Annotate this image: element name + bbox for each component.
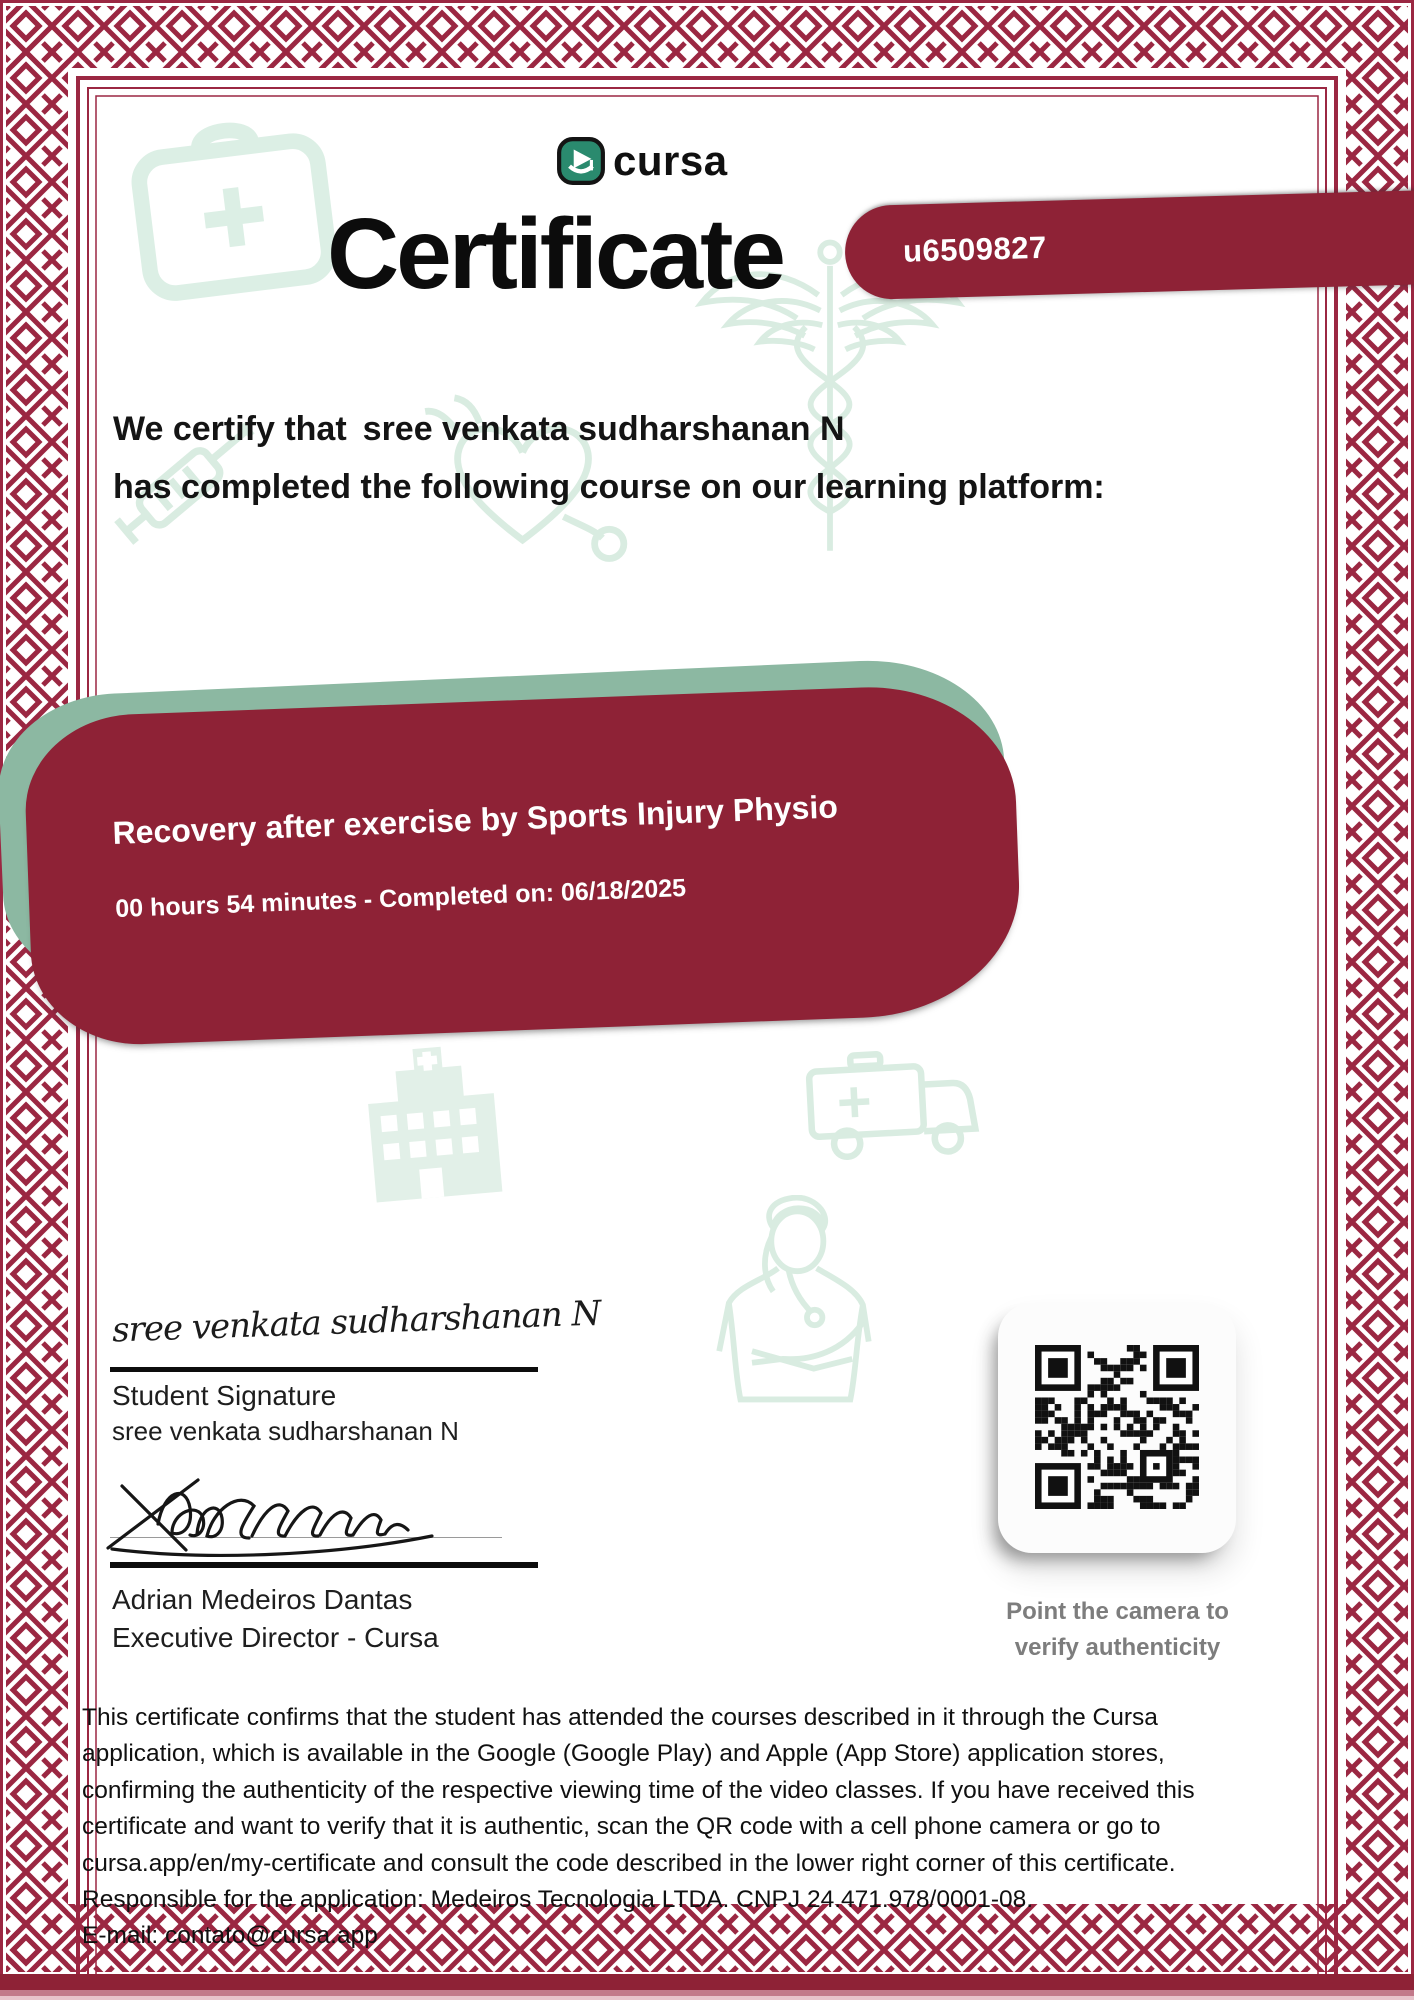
qr-caption-line2: verify authenticity (1014, 1634, 1221, 1661)
qr-card (998, 1303, 1236, 1553)
certificate-title: Certificate (326, 198, 784, 310)
footer-line: confirming the authenticity of the respective viewing time of the video classes. If you have received this (82, 1776, 1195, 1804)
footer-line: Responsible for the application: Medeiros Tecnologia LTDA. CNPJ 24.471.978/0001-08. (82, 1886, 1034, 1914)
student-signature-name: sree venkata sudharshanan N (112, 1416, 459, 1446)
footer-line: certificate and want to verify that it is authentic, scan the QR code with a cell phone camera or go to (82, 1813, 1161, 1841)
student-signature-line (110, 1367, 538, 1372)
cursa-logo (556, 136, 728, 186)
intro-line-1 (113, 400, 1105, 458)
intro-text (113, 400, 1105, 516)
director-signature-line (110, 1562, 538, 1568)
intro-prefix: We certify that (113, 410, 347, 448)
student-signature-label: Student Signature (112, 1380, 337, 1411)
hospital-building-icon (345, 1035, 520, 1209)
ambulance-icon (791, 1030, 988, 1180)
director-signature-scribble (102, 1452, 442, 1567)
course-details: 00 hours 54 minutes - Completed on: 06/18/2025 (114, 874, 687, 923)
student-signature-script: sree venkata sudharshanan N (111, 1293, 601, 1351)
brand-name: cursa (613, 137, 728, 184)
student-name-inline: sree venkata sudharshanan N (362, 410, 845, 448)
footer-line: cursa.app/en/my-certificate and consult the code described in the lower right corner of this certificate. (82, 1849, 1176, 1877)
nurse-icon (695, 1195, 890, 1465)
course-banner (22, 682, 1023, 1048)
qr-caption-line1: Point the camera to (1006, 1598, 1229, 1625)
intro-line-2: has completed the following course on our learning platform: (113, 468, 1105, 506)
qr-caption (960, 1594, 1275, 1666)
certificate-id-badge (844, 190, 1414, 301)
footer-line: This certificate confirms that the student has attended the courses described in it through the Cursa (82, 1704, 1158, 1731)
course-name: Recovery after exercise by Sports Injury Physio (111, 788, 839, 852)
qr-code (1035, 1345, 1199, 1509)
director-role: Executive Director - Cursa (112, 1622, 439, 1653)
footer-text (82, 1700, 1357, 1955)
director-name: Adrian Medeiros Dantas (112, 1584, 413, 1615)
certificate-id: u6509827 (902, 229, 1048, 269)
footer-line: E-mail: contato@cursa.app (82, 1922, 378, 1950)
banner-red-panel (22, 682, 1023, 1048)
footer-line: application, which is available in the Google (Google Play) and Apple (App Store) application stores, (82, 1740, 1165, 1768)
cursa-logo-icon (556, 136, 606, 186)
